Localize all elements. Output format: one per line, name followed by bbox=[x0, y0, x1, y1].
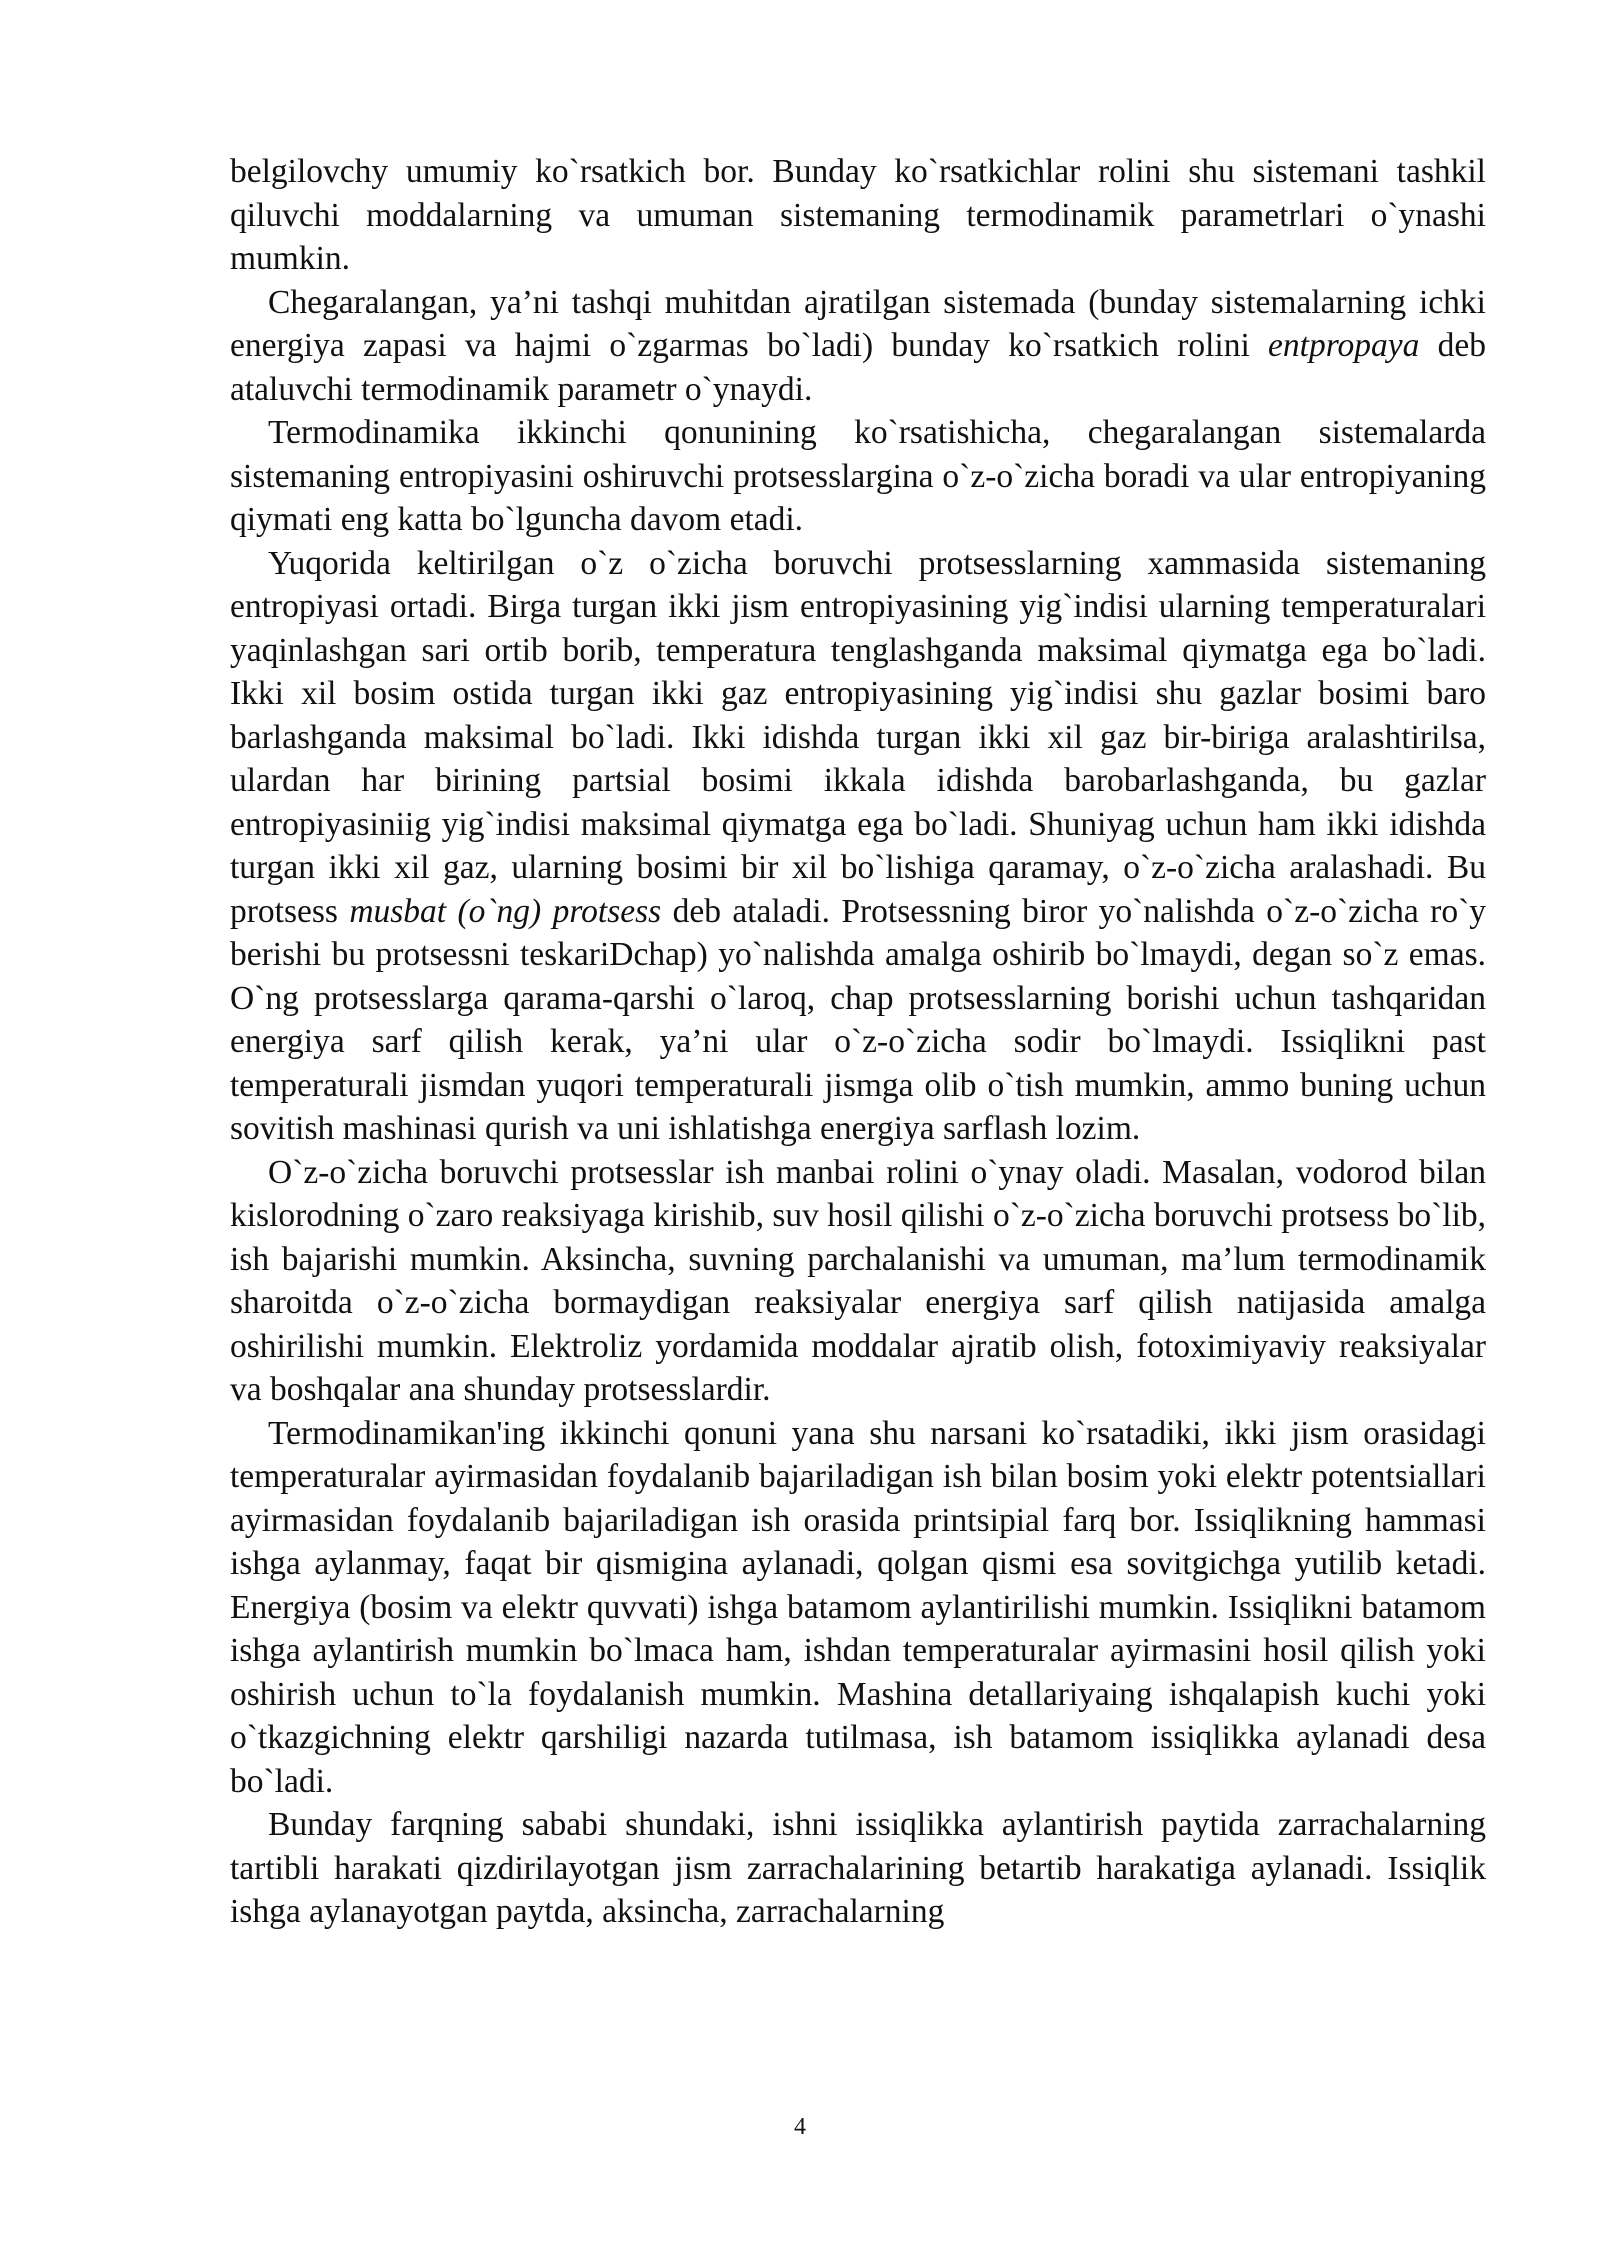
paragraph bbox=[230, 281, 1486, 412]
page-number: 4 bbox=[794, 2114, 806, 2140]
text-run: Bunday farqning sababi shundaki, ishni issiqlikka aylantirish paytida zarrachalarning tartibli harakati qizdirilayotgan jism zarrachalarining betartib harakatiga aylanadi. Issiqlik ishga aylanayotgan paytda, aksincha, zarrachalarning bbox=[230, 1806, 1486, 1930]
italic-term: musbat (o`ng) protsess bbox=[349, 892, 662, 930]
paragraph bbox=[230, 1412, 1486, 1804]
text-run: deb ataluvchi termodinamik parametr o`ynaydi. bbox=[230, 327, 1486, 408]
text-run: deb ataladi. Protsessning biror yo`nalishda o`z-o`zicha ro`y berishi bu protsessni teskariDchap) yo`nalishda amalga oshirib bo`lmaydi, degan so`z emas. O`ng protsesslarga qarama-qarshi o`laroq, chap protsesslarning borishi uchun tashqaridan energiya sarf qilish kerak, ya’ni ular o`z-o`zicha sodir bo`lmaydi. Issiqlikni past temperaturali jismdan yuqori temperaturali jismga olib o`tish mumkin, ammo buning uchun sovitish mashinasi qurish va uni ishlatishga energiya sarflash lozim. bbox=[230, 892, 1486, 1147]
text-run: Termodinamikan'ing ikkinchi qonuni yana shu narsani ko`rsatadiki, ikki jism orasidagi temperaturalar ayirmasidan foydalanib bajariladigan ish bilan bosim yoki elektr potentsiallari ayirmasidan foydalanib bajariladigan ish orasida printsipial farq bor. Issiqlikning hammasi ishga aylanmay, faqat bir qismigina aylanadi, qolgan qismi esa sovitgichga yutilib ketadi. Energiya (bosim va elektr quvvati) ishga batamom aylantirilishi mumkin. Issiqlikni batamom ishga aylantirish mumkin bo`lmaca ham, ishdan temperaturalar ayirmasini hosil qilish yoki oshirish uchun to`la foydalanish mumkin. Mashina detallariyaing ishqalapish kuchi yoki o`tkazgichning elektr qarshiligi nazarda tutilmasa, ish batamom issiqlikka aylanadi desa bo`ladi. bbox=[230, 1414, 1486, 1800]
text-run: belgilovchy umumiy ko`rsatkich bor. Bunday ko`rsatkichlar rolini shu sistemani tashkil qiluvchi moddalarning va umuman sistemaning termodinamik parametrlari o`ynashi mumkin. bbox=[230, 153, 1486, 277]
paragraph bbox=[230, 411, 1486, 542]
text-run: O`z-o`zicha boruvchi protsesslar ish manbai rolini o`ynay oladi. Masalan, vodorod bilan kislorodning o`zaro reaksiyaga kirishib, suv hosil qilishi o`z-o`zicha boruvchi protsess bo`lib, ish bajarishi mumkin. Aksincha, suvning parchalanishi va umuman, ma’lum termodinamik sharoitda o`z-o`zicha bormaydigan reaksiyalar energiya sarf qilish natijasida amalga oshirilishi mumkin. Elektroliz yordamida moddalar ajratib olish, fotoximiyaviy reaksiyalar va boshqalar ana shunday protsesslardir. bbox=[230, 1153, 1487, 1408]
document-body bbox=[230, 150, 1486, 1934]
text-run: Yuqorida keltirilgan o`z o`zicha boruvchi protsesslarning xammasida sistemaning entropiyasi ortadi. Birga turgan ikki jism entropiyasining yig`indisi ularning temperaturalari yaqinlashgan sari ortib borib, temperatura tenglashganda maksimal qiymatga ega bo`ladi. Ikki xil bosim ostida turgan ikki gaz entropiyasining yig`indisi shu gazlar bosimi baro barlashganda maksimal bo`ladi. Ikki idishda turgan ikki xil gaz bir-biriga aralashtirilsa, ulardan har birining partsial bosimi ikkala idishda barobarlashganda, bu gazlar entropiyasiniig yig`indisi maksimal qiymatga ega bo`ladi. Shuniyag uchun ham ikki idishda turgan ikki xil gaz, ularning bosimi bir xil bo`lishiga qaramay, o`z-o`zicha aralashadi. Bu protsess bbox=[230, 544, 1486, 930]
paragraph bbox=[230, 1151, 1486, 1412]
paragraph bbox=[230, 1803, 1486, 1934]
paragraph bbox=[230, 542, 1486, 1151]
italic-term: entpropaya bbox=[1268, 327, 1420, 364]
text-run: Chegaralangan, ya’ni tashqi muhitdan ajratilgan sistemada (bunday sistemalarning ichki energiya zapasi va hajmi o`zgarmas bo`ladi) bunday ko`rsatkich rolini bbox=[230, 283, 1486, 364]
paragraph bbox=[230, 150, 1486, 281]
text-run: Termodinamika ikkinchi qonunining ko`rsatishicha, chegaralangan sistemalarda sistemaning entropiyasini oshiruvchi protsesslargina o`z-o`zicha boradi va ular entropiyaning qiymati eng katta bo`lguncha davom etadi. bbox=[230, 414, 1486, 538]
